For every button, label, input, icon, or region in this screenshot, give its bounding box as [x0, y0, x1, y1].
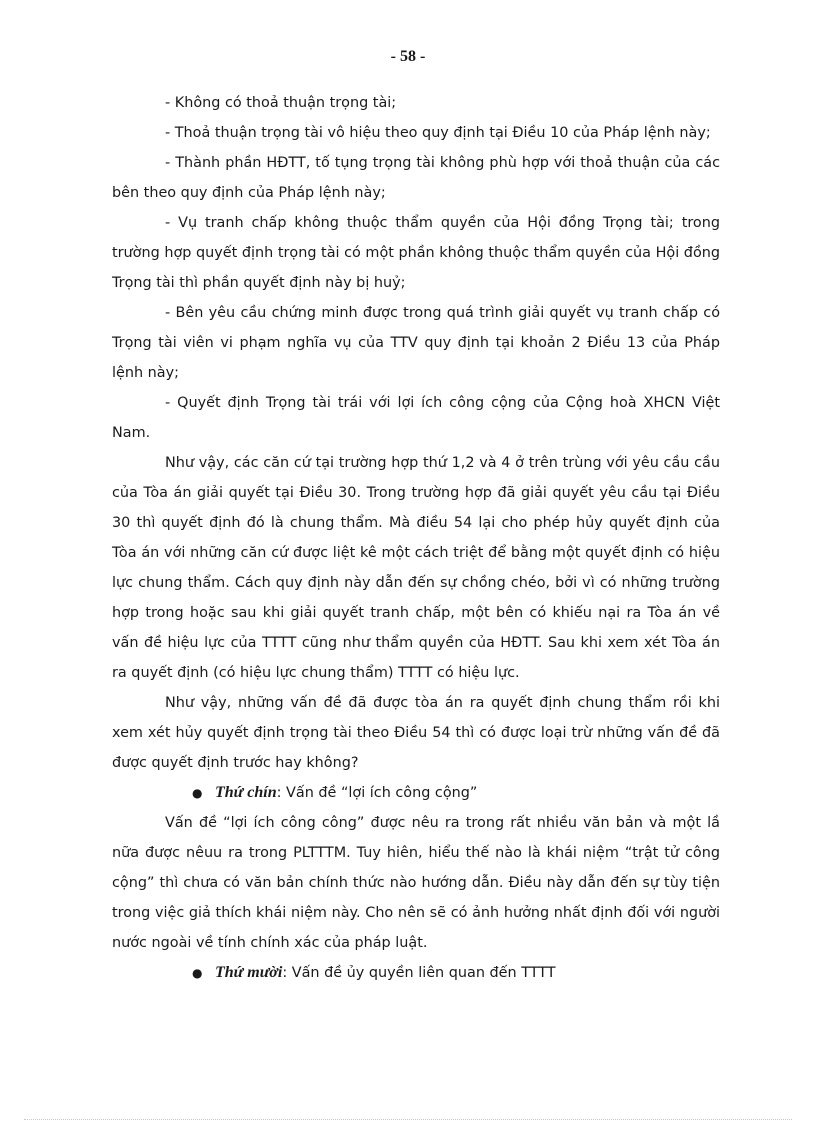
bullet-icon: ● [192, 786, 203, 800]
paragraph: - Không có thoả thuận trọng tài; [165, 95, 397, 111]
bullet-text: : Vấn đề “lợi ích công cộng” [276, 785, 478, 801]
bullet-lead: Thứ chín [215, 784, 277, 801]
bullet-text: : Vấn đề ủy quyền liên quan đến TTTT [282, 965, 556, 981]
paragraph: - Thoả thuận trọng tài vô hiệu theo quy định tại Điều 10 của Pháp lệnh này; [165, 125, 711, 141]
document-body [112, 88, 720, 988]
paragraph: - Thành phần HĐTT, tố tụng trọng tài không phù hợp với thoả thuận của các bên theo quy định của Pháp lệnh này; [112, 155, 720, 201]
paragraph: - Quyết định Trọng tài trái với lợi ích công cộng của Cộng hoà XHCN Việt Nam. [112, 395, 720, 441]
paragraph: - Bên yêu cầu chứng minh được trong quá trình giải quyết vụ tranh chấp có Trọng tài viên vi phạm nghĩa vụ của TTV quy định tại khoản 2 Điều 13 của Pháp lệnh này; [112, 305, 720, 381]
paragraph: Như vậy, những vấn đề đã được tòa án ra quyết định chung thẩm rồi khi xem xét hủy quyết định trọng tài theo Điều 54 thì có được loại trừ những vấn đề đã được quyết định trước hay không? [112, 695, 720, 771]
bullet-item-thu-chin [112, 778, 720, 808]
paragraph: - Vụ tranh chấp không thuộc thẩm quyền của Hội đồng Trọng tài; trong trường hợp quyết định trọng tài có một phần không thuộc thẩm quyền của Hội đồng Trọng tài thì phần quyết định này bị huỷ; [112, 215, 720, 291]
paragraph: Như vậy, các căn cứ tại trường hợp thứ 1,2 và 4 ở trên trùng với yêu cầu cầu của Tòa án giải quyết tại Điều 30. Trong trường hợp đã giải quyết yêu cầu tại Điều 30 thì quyết định đó là chung thẩm. Mà điều 54 lại cho phép hủy quyết định của Tòa án với những căn cứ được liệt kê một cách triệt để bằng một quyết định có hiệu lực chung thẩm. Cách quy định này dẫn đến sự chồng chéo, bởi vì có những trường hợp trong hoặc sau khi giải quyết tranh chấp, một bên có khiếu nại ra Tòa án về vấn đề hiệu lực của TTTT cũng như thẩm quyền của HĐTT. Sau khi xem xét Tòa án ra quyết định (có hiệu lực chung thẩm) TTTT có hiệu lực. [112, 455, 720, 681]
paragraph: Vấn đề “lợi ích công công” được nêu ra trong rất nhiều văn bản và một lầ nữa được nêuu ra trong PLTTTM. Tuy hiên, hiểu thế nào là khái niệm “trật tử công cộng” thì chưa có văn bản chính thức nào hướng dẫn. Điều này dẫn đến sự tùy tiện trong việc giả thích khái niệm này. Cho nên sẽ có ảnh hưởng nhất định đối với người nước ngoài về tính chính xác của pháp luật. [112, 815, 720, 951]
bullet-lead: Thứ mười [215, 964, 283, 981]
bullet-item-thu-muoi [112, 958, 720, 988]
page-bottom-divider [24, 1119, 792, 1120]
page-number: - 58 - [390, 48, 426, 65]
bullet-icon: ● [192, 966, 203, 980]
